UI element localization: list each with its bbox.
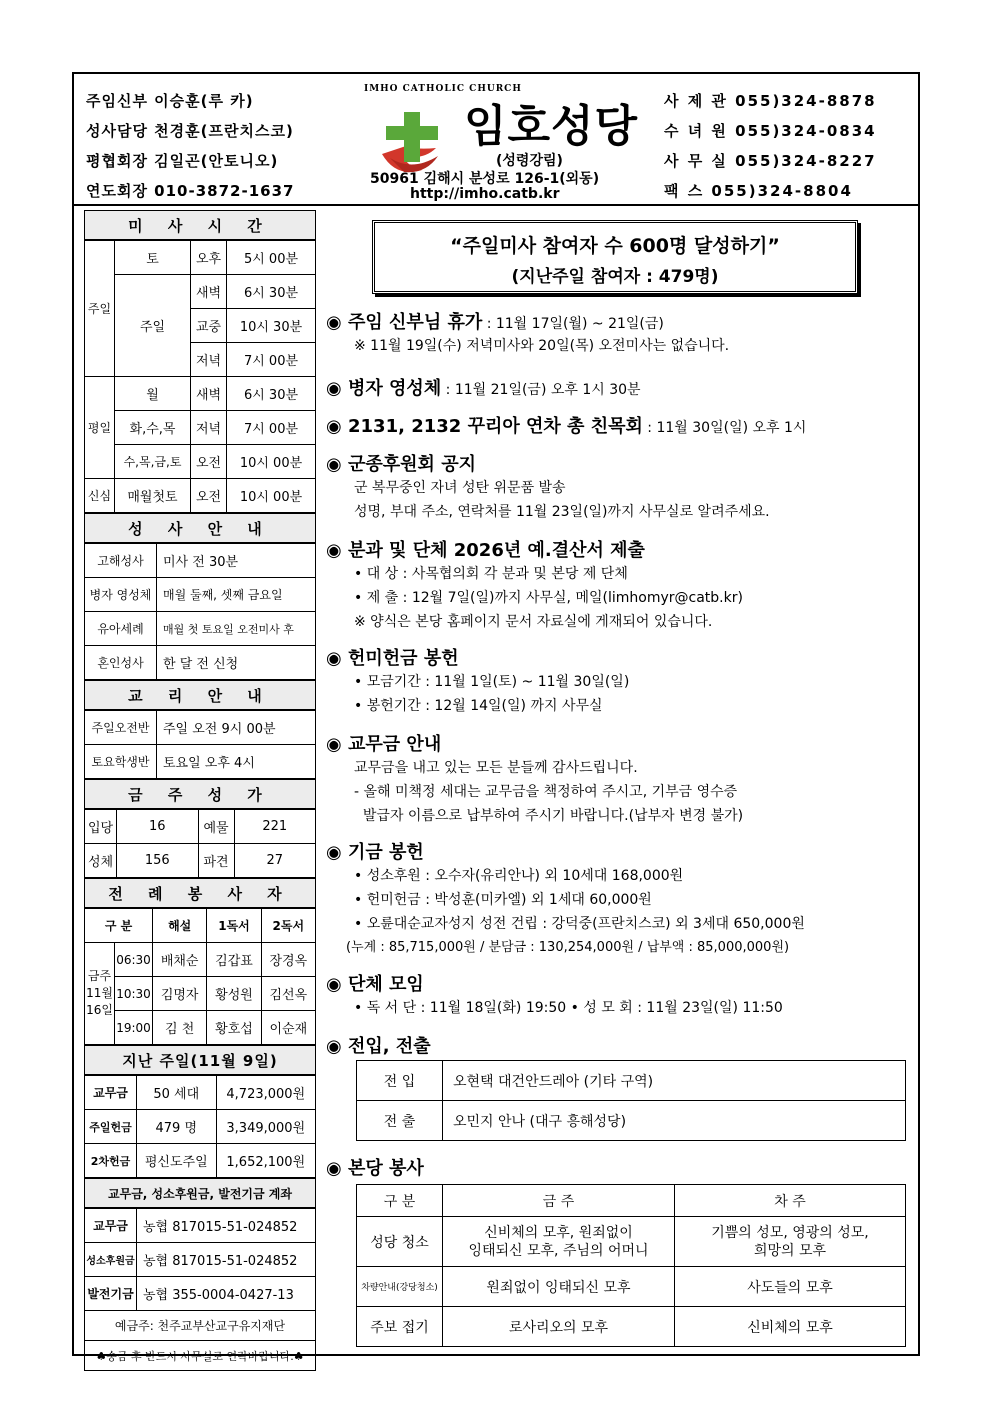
offering-label: 교무금 [85, 1076, 137, 1110]
service-next-week: 신비체의 모후 [675, 1307, 906, 1347]
account-number: 농협 817015-51-024852 [137, 1209, 316, 1243]
hymn-number: 156 [117, 844, 199, 878]
mass-period-cell: 오전 [191, 479, 227, 513]
servers-title: 전 례 봉 사 자 [84, 878, 316, 908]
account-label: 성소후원금 [85, 1243, 137, 1277]
notice-sick-communion [326, 374, 641, 400]
servers-time-cell: 06:30 [115, 943, 153, 977]
hymn-number: 221 [234, 810, 316, 844]
servers-name-cell: 김 천 [153, 1011, 207, 1045]
doctrine-value: 주일 오전 9시 00분 [157, 711, 316, 745]
service-next-week: 기쁨의 성모, 영광의 성모, 희망의 모후 [675, 1217, 906, 1267]
contact-row: 팩 스 055)324-8804 [664, 182, 853, 200]
church-name: 임호성당 [464, 101, 639, 152]
mass-period-cell: 저녁 [191, 343, 227, 377]
mass-period-cell: 오후 [191, 241, 227, 275]
mass-group-cell: 신심 [85, 479, 115, 513]
offering-count: 479 명 [137, 1110, 217, 1144]
doctrine-label: 토요학생반 [85, 745, 157, 779]
mass-day-cell: 화,수,목 [115, 411, 191, 445]
notice-title: 단체 모임 [348, 974, 424, 995]
service-head-cell: 차 주 [675, 1185, 906, 1217]
mass-time-cell: 7시 00분 [227, 411, 316, 445]
contact-row: 수 녀 원 055)324-0834 [664, 122, 877, 140]
notice-line: • 봉헌기간 : 12월 14일(일) 까지 사무실 [354, 698, 603, 714]
offering-amount: 3,349,000원 [216, 1110, 315, 1144]
hymns-table [84, 809, 316, 878]
contact-row: 사 제 관 055)324-8878 [664, 92, 877, 110]
notice-line: • 성소후원 : 오수자(유리안나) 외 10세대 168,000원 [354, 868, 684, 884]
mass-times-table [84, 240, 316, 513]
bullet-icon: ◉ [326, 648, 342, 669]
notice-title: 분과 및 단체 2026년 예.결산서 제출 [348, 540, 645, 561]
service-this-week: 신비체의 모후, 원죄없이 잉태되신 모후, 주님의 어머니 [443, 1217, 675, 1267]
servers-time-cell: 10:30 [115, 977, 153, 1011]
move-value: 오민지 안나 (대구 흥해성당) [443, 1101, 906, 1141]
mass-period-cell: 저녁 [191, 411, 227, 445]
bullet-icon: ◉ [326, 842, 342, 863]
servers-time-cell: 19:00 [115, 1011, 153, 1045]
notice-rice-offering [326, 644, 629, 718]
bullet-icon: ◉ [326, 416, 342, 437]
notice-title: 본당 봉사 [348, 1158, 424, 1179]
contact-list [664, 86, 914, 206]
service-head-cell: 구 분 [357, 1185, 443, 1217]
church-url[interactable]: http://imho.catb.kr [410, 186, 560, 202]
servers-table [84, 908, 316, 1045]
mass-day-cell: 수,목,금,토 [115, 445, 191, 479]
notice-line: ※ 11월 19일(수) 저녁미사와 20일(목) 오전미사는 없습니다. [354, 338, 730, 354]
account-label: 발전기금 [85, 1277, 137, 1311]
notice-title: 전입, 전출 [348, 1036, 431, 1057]
doctrine-table [84, 710, 316, 779]
sacrament-label: 고해성사 [85, 544, 157, 578]
notice-title: 기금 봉헌 [348, 842, 424, 863]
hymn-label: 파견 [198, 844, 234, 878]
notice-service [326, 1154, 424, 1180]
offering-amount: 4,723,000원 [216, 1076, 315, 1110]
servers-date-cell: 금주 11월 16일 [85, 943, 115, 1045]
account-note: ♣송금 후 반드시 사무실로 연락바랍니다.♣ [85, 1341, 316, 1371]
servers-head-cell: 구 분 [85, 909, 153, 943]
last-week-table [84, 1075, 316, 1178]
service-label: 성당 청소 [357, 1217, 443, 1267]
sacrament-value: 매월 둘째, 셋째 금요일 [157, 578, 316, 612]
mass-time-cell: 10시 00분 [227, 479, 316, 513]
notice-title: 헌미헌금 봉헌 [348, 648, 459, 669]
service-this-week: 로사리오의 모후 [443, 1307, 675, 1347]
mass-times-title: 미 사 시 간 [84, 210, 316, 240]
service-table [356, 1184, 906, 1347]
servers-name-cell: 김명자 [153, 977, 207, 1011]
contact-row: 사 무 실 055)324-8227 [664, 152, 877, 170]
service-next-week: 사도들의 모후 [675, 1267, 906, 1307]
mass-group-cell: 주일 [85, 241, 115, 377]
mass-time-cell: 10시 00분 [227, 445, 316, 479]
notice-funds [326, 838, 805, 960]
notice-line: 발급자 이름으로 납부하여 주시기 바랍니다.(납부자 변경 불가) [354, 808, 744, 824]
mass-time-cell: 6시 30분 [227, 275, 316, 309]
notice-budget [326, 536, 743, 634]
servers-name-cell: 황성원 [207, 977, 261, 1011]
servers-name-cell: 김갑표 [207, 943, 261, 977]
notice-curia [326, 412, 806, 438]
notice-line: • 대 상 : 사목협의회 각 분과 및 본당 제 단체 [354, 566, 628, 582]
notice-title: 주임 신부님 휴가 [348, 312, 483, 333]
mass-time-cell: 6시 30분 [227, 377, 316, 411]
bulletin-frame [72, 72, 920, 1363]
sacrament-label: 병자 영성체 [85, 578, 157, 612]
service-this-week: 원죄없이 잉태되신 모후 [443, 1267, 675, 1307]
account-number: 농협 817015-51-024852 [137, 1243, 316, 1277]
notice-line: • 헌미헌금 : 박성훈(미카엘) 외 1세대 60,000원 [354, 892, 652, 908]
account-label: 교무금 [85, 1209, 137, 1243]
bullet-icon: ◉ [326, 1036, 342, 1057]
mass-period-cell: 새벽 [191, 275, 227, 309]
notice-dues [326, 730, 743, 828]
offering-count: 50 세대 [137, 1076, 217, 1110]
sacrament-value: 미사 전 30분 [157, 544, 316, 578]
bullet-icon: ◉ [326, 312, 342, 333]
sacrament-value: 매월 첫 토요일 오전미사 후 [157, 612, 316, 646]
hymn-label: 예물 [198, 810, 234, 844]
notice-title: 군종후원회 공지 [348, 454, 476, 475]
notice-military [326, 450, 770, 524]
servers-name-cell: 이순재 [261, 1011, 315, 1045]
clergy-row: 성사담당 천경훈(프란치스코) [86, 122, 294, 140]
accounts-table [84, 1208, 316, 1371]
sacrament-label: 유아세례 [85, 612, 157, 646]
notice-line: 교무금을 내고 있는 모든 분들께 감사드립니다. [354, 760, 638, 776]
servers-head-cell: 2독서 [261, 909, 315, 943]
notice-move [326, 1032, 431, 1058]
hymn-label: 입당 [85, 810, 117, 844]
servers-name-cell: 장경옥 [261, 943, 315, 977]
banner-line-1: “주일미사 참여자 수 600명 달성하기” [450, 235, 780, 257]
mass-time-cell: 5시 00분 [227, 241, 316, 275]
notice-line: • 오륜대순교자성지 성전 건립 : 강덕중(프란치스코) 외 3세대 650,000원 [354, 916, 805, 932]
mass-period-cell: 새벽 [191, 377, 227, 411]
bullet-icon: ◉ [326, 378, 342, 399]
bullet-icon: ◉ [326, 974, 342, 995]
clergy-row: 연도회장 010-3872-1637 [86, 182, 295, 200]
mass-time-cell: 7시 00분 [227, 343, 316, 377]
mass-day-cell: 토 [115, 241, 191, 275]
notice-suffix: : 11월 30일(일) 오후 1시 [642, 420, 807, 436]
notice-line: 성명, 부대 주소, 연락처를 11월 23일(일)까지 사무실로 알려주세요. [354, 504, 770, 520]
offering-label: 2차헌금 [85, 1144, 137, 1178]
servers-head-cell: 1독서 [207, 909, 261, 943]
doctrine-value: 토요일 오후 4시 [157, 745, 316, 779]
accounts-title: 교무금, 성소후원금, 발전기금 계좌 [84, 1178, 316, 1208]
sacraments-table [84, 543, 316, 680]
bullet-icon: ◉ [326, 734, 342, 755]
mass-period-cell: 오전 [191, 445, 227, 479]
doctrine-title: 교 리 안 내 [84, 680, 316, 710]
service-label: 차량안내(강당청소) [357, 1267, 443, 1307]
service-head-cell: 금 주 [443, 1185, 675, 1217]
notice-title: 교무금 안내 [348, 734, 442, 755]
notice-line: - 올해 미책정 세대는 교무금을 책정하여 주시고, 기부금 영수증 [354, 784, 738, 800]
notice-vacation [326, 308, 729, 358]
hymns-title: 금 주 성 가 [84, 779, 316, 809]
sacraments-title: 성 사 안 내 [84, 513, 316, 543]
notice-line: (누계 : 85,715,000원 / 분담금 : 130,254,000원 / 납부액 : 85,000,000원) [346, 940, 790, 955]
last-week-title: 지난 주일(11월 9일) [84, 1045, 316, 1075]
hymn-number: 16 [117, 810, 199, 844]
clergy-row: 주임신부 이승훈(루 카) [86, 92, 254, 110]
church-address: 50961 김해시 분성로 126-1(외동) [370, 171, 600, 187]
servers-name-cell: 황호섭 [207, 1011, 261, 1045]
mass-period-cell: 교중 [191, 309, 227, 343]
offering-amount: 1,652,100원 [216, 1144, 315, 1178]
mass-day-cell: 주일 [115, 275, 191, 377]
sacrament-value: 한 달 전 신청 [157, 646, 316, 680]
church-logo [364, 80, 644, 204]
notice-line: ※ 양식은 본당 홈페이지 문서 자료실에 게재되어 있습니다. [354, 614, 713, 630]
goal-banner [372, 220, 858, 294]
notice-line: • 독 서 단 : 11월 18일(화) 19:50 • 성 모 회 : 11월 23일(일) 11:50 [354, 1000, 783, 1016]
move-value: 오현택 대건안드레아 (기타 구역) [443, 1061, 906, 1101]
service-label: 주보 접기 [357, 1307, 443, 1347]
notice-line: • 모금기간 : 11월 1일(토) ~ 11월 30일(일) [354, 674, 630, 690]
sidebar [84, 210, 316, 1371]
church-subtitle: (성령강림) [496, 153, 563, 169]
servers-name-cell: 김선옥 [261, 977, 315, 1011]
offering-count: 평신도주일 [137, 1144, 217, 1178]
servers-name-cell: 배채순 [153, 943, 207, 977]
move-label: 전 출 [357, 1101, 443, 1141]
notice-suffix: : 11월 17일(월) ~ 21일(금) [482, 316, 664, 332]
mass-day-cell: 월 [115, 377, 191, 411]
mass-group-cell: 평일 [85, 377, 115, 479]
sacrament-label: 혼인성사 [85, 646, 157, 680]
bullet-icon: ◉ [326, 1158, 342, 1179]
mass-day-cell: 매월첫토 [115, 479, 191, 513]
notice-line: • 제 출 : 12월 7일(일)까지 사무실, 메일(limhomyr@catb.kr) [354, 590, 743, 606]
account-holder: 예금주: 천주교부산교구유지재단 [85, 1311, 316, 1341]
logo-arc-text: IMHO CATHOLIC CHURCH [364, 84, 522, 94]
notice-meetings [326, 970, 783, 1020]
clergy-list [86, 86, 336, 206]
move-label: 전 입 [357, 1061, 443, 1101]
offering-label: 주일헌금 [85, 1110, 137, 1144]
notice-line: 군 복무중인 자녀 성탄 위문품 발송 [354, 480, 566, 496]
notice-title: 병자 영성체 [348, 378, 442, 399]
servers-head-cell: 해설 [153, 909, 207, 943]
bullet-icon: ◉ [326, 540, 342, 561]
clergy-row: 평협회장 김일곤(안토니오) [86, 152, 279, 170]
bullet-icon: ◉ [326, 454, 342, 475]
header [74, 74, 918, 206]
doctrine-label: 주일오전반 [85, 711, 157, 745]
mass-time-cell: 10시 30분 [227, 309, 316, 343]
banner-line-2: (지난주일 참여자 : 479명) [511, 267, 719, 287]
move-table [356, 1060, 906, 1141]
hymn-number: 27 [234, 844, 316, 878]
notice-suffix: : 11월 21일(금) 오후 1시 30분 [441, 382, 641, 398]
notice-title: 2131, 2132 꾸리아 연차 총 친목회 [348, 416, 643, 437]
account-number: 농협 355-0004-0427-13 [137, 1277, 316, 1311]
hymn-label: 성체 [85, 844, 117, 878]
